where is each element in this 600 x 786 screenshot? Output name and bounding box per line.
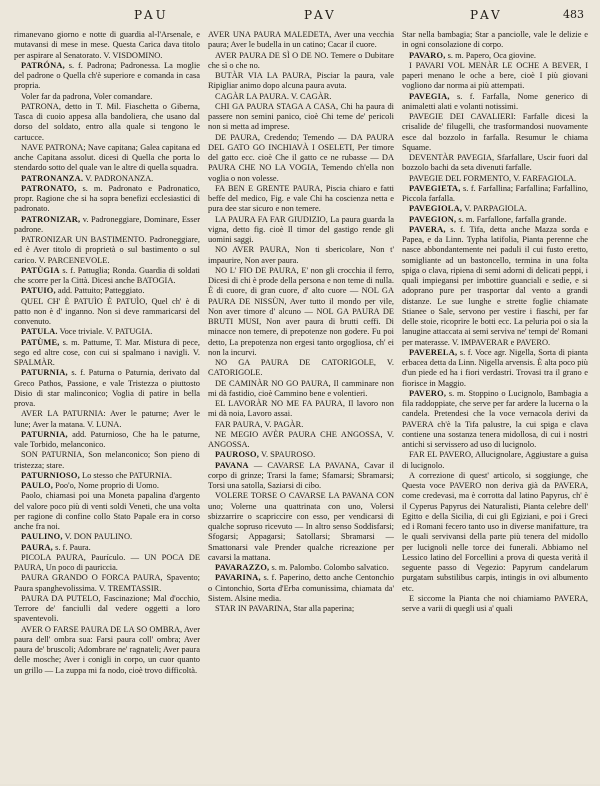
entry-text: NE MEGIO AVÈR PAURA CHE ANGOSSA, V. ANGOSSA. [208, 429, 394, 449]
dictionary-entry [14, 102, 200, 143]
page-number: 483 [563, 8, 584, 21]
dictionary-entry [402, 225, 588, 348]
entry-text: s. m. Palombo. Colombo salvatico. [269, 563, 389, 572]
dictionary-entry [208, 379, 394, 400]
dictionary-entry [14, 235, 200, 266]
entry-text: v. Padroneggiare, Dominare, Esser padrone. [14, 214, 200, 234]
entry-text: s. f. Paura. [52, 542, 91, 552]
entry-text: add. Pattuito; Patteggiato. [55, 286, 145, 296]
entry-text: DEVENTÀR PAVEGIA, Sfarfallare, Uscir fuori dal bozzolo bachi da seta divenuti farfalle. [402, 153, 588, 173]
entry-text: PAURA GRANDO O FORCA PAURA, Spavento; Paura spanghevolissima. V. TREMTASSIR. [14, 573, 200, 593]
dictionary-entry [402, 153, 588, 174]
dictionary-entry [402, 30, 588, 51]
entry-text: Poo'o, Nome proprio di Uomo. [52, 481, 159, 490]
entry-headword: PAVEGION, [409, 214, 457, 224]
dictionary-entry [208, 102, 394, 133]
entry-text: NO GA PAURA DE CATORIGOLE, V. CATORIGOLE. [208, 358, 394, 378]
dictionary-entry [14, 491, 200, 532]
entry-headword: PATRONATO, [21, 183, 77, 193]
entry-text: FAR PAURA, V. PAGÀR. [215, 419, 304, 429]
entry-text: s. f. Tifa, detta anche Mazza sorda e Papea, e da Linn. Typha latifolia, Pianta perenne che nasce abbondantemente nei paduli il cui fusto eretto, somigliante ad un bastoncello, termina in una folta spiga o clava, ripiena di semi adorni di delicati peppi, i quali impiegansi per imbottire guanciali e sedie, e si adoprano pure per trasportar dal vento a grandi distanze. Le sue lunghe e strette foglie chiamate Stianee o Sale, servono per vestire i fiaschi, per far delle stoie, ricoprire le botti ecc. La peluria poi o sia la lanugine attaccata ai semi serviva ne' tempi de' Romani per materasse. V. IMPAVERAR e PAVERO. [402, 224, 588, 347]
entry-text: FA BEN E GRENTE PAURA, Piscia chiaro e fatti beffe del medico, Fig. e vale Chi ha coscienza netta e pura dee star sicuro e non temere. [208, 183, 394, 214]
dictionary-entry [14, 625, 200, 676]
entry-text: s. m. Padronato e Padronatico, propr. Ragione che si ha sopra benefizi ecclesiastici di padronato. [14, 183, 200, 214]
entry-text: NO AVER PAURA, Non ti sbericolare, Non t' impaurire, Non aver paura. [208, 245, 394, 265]
entry-text: V. DON PAULINO. [62, 532, 133, 542]
dictionary-entry [14, 286, 200, 296]
dictionary-entry [402, 112, 588, 153]
entry-text: QUEL CH' È PATUÌO È PATUÌO, Quel ch' è di patto non è d' inganno. Non si deve rammaricarsi del convenuto. [14, 296, 200, 326]
dictionary-entry [208, 399, 394, 420]
entry-headword: PAVERELA, [409, 347, 458, 357]
entry-text: s. m. Stoppino o Lucignolo, Bambagia a fila raddoppiate, che serve per far ardere la lucerna o la candela. Pretendesi che la voce vernacola derivi da PAVERA ch'è la Tifa palustre, la cui spiga e clava contiene una sostanza tenera midollosa, di cui i nostri antichi si servissero ad uso di lucignolo. [402, 388, 588, 449]
entry-text: LA PAURA FA FAR GIUDIZIO, La paura guarda la vigna, detto fig. cioè Il timor del gastigo rende gli uomini saggi. [208, 214, 394, 244]
entry-text: V. PARPAGIOLA. [462, 204, 527, 214]
dictionary-entry [402, 184, 588, 205]
dictionary-entry [402, 174, 588, 184]
entry-headword: PAULINO, [21, 532, 63, 542]
entry-headword: PAVEGIOLA, [409, 204, 463, 214]
dictionary-entry [208, 573, 394, 604]
entry-text: Lo stesso che PATURNIA. [79, 470, 172, 480]
dictionary-entry [208, 604, 394, 614]
dictionary-entry [208, 133, 394, 184]
entry-headword: PATÙGIA [21, 265, 60, 275]
entry-text: s. f. Pattuglia; Ronda. Guardia di soldati che scorre per la Città. Dicesi anche BATOGIA. [14, 265, 200, 285]
dictionary-entry [14, 338, 200, 369]
column-3 [402, 30, 588, 786]
entry-text: s. f. Farfalla, Nome generico di animaletti alati e volanti notissimi. [402, 91, 588, 111]
dictionary-entry [14, 471, 200, 481]
dictionary-entry [14, 573, 200, 594]
dictionary-entry [14, 30, 200, 61]
dictionary-entry [14, 215, 200, 236]
entry-text: — CAVARSE LA PAVANA, Cavar il corpo di grinze; Trarsi la fame; Sfamarsi; Sbramarsi; Torsi una satolla, Saziarsi di cibo. [208, 460, 394, 490]
entry-headword: PAVANA [215, 460, 249, 470]
dictionary-entry [14, 450, 200, 471]
dictionary-entry [14, 532, 200, 542]
header-left-word: PAU [134, 8, 169, 22]
entry-headword: PAVARAZZO, [215, 563, 270, 572]
dictionary-entry [14, 297, 200, 328]
dictionary-entry [402, 51, 588, 61]
entry-text: Voler far da padrona, Voler comandare. [21, 91, 153, 101]
dictionary-entry [14, 266, 200, 287]
dictionary-entry [208, 266, 394, 358]
dictionary-entry [14, 61, 200, 92]
entry-text: rimanevano giorno e notte di guardia al-l'Arsenale, e mutavansi di mese in mese. Questa Carica dava titolo per aspirare al Senatorato. V. VISDOMINO. [14, 30, 200, 60]
entry-text: DE CAMINÀR NO GO PAURA, Il camminare non mi dà fastidio, cioè Cammino bene e volentieri. [208, 378, 394, 398]
entry-text: A correzione di quest' articolo, si soggiunge, che Questa voce PAVERO non deriva già da PAVERA, come credevasi, ma è corrotta dal latino Papyrus, ch' è il Cyperus Papyrus dei Naturalisti, Pianta celebre dell' Egitto e della Sicilia, di cui gli Egiziani, e poi i Greci ed i Romani fecero tanto uso in diverse manifatture, tra le quali servivansi della parte più tenera del midollo per lucignoli nelle torce dei funerali. Abbiamo nel Lessico latino del Forcellini a prova di questa verità il seguente passo di Vegezio: Papyrum candelarum purgatam substilibus carpis, intingis in ovi albumento etc. [402, 470, 588, 593]
entry-text: s. m. Papero, Oca giovine. [445, 50, 537, 60]
entry-text: CHI GA PAURA STAGA A CASA, Chi ha paura di passere non semini panico, cioè Chi teme de' pericoli non si metta ad imprese. [208, 101, 394, 132]
entry-text: V. SPAUROSO. [259, 450, 316, 460]
dictionary-entry [208, 563, 394, 573]
entry-text: I PAVARI VOL MENÀR LE OCHE A BEVER, I paperi menano le oche a bere, cioè I più giovani vogliono dar norma ai più attempati. [402, 60, 588, 91]
entry-text: E siccome la Pianta che noi chiamiamo PAVERA, serve a varii di quegli usi a' quali [402, 593, 588, 613]
entry-headword: PATURNIA, [21, 368, 68, 378]
dictionary-entry [14, 174, 200, 184]
entry-text: s. f. Voce agr. Nigella, Sorta di pianta erbacea detta da Linn. Nigella arvensis. È alta poco più d'un piede ed ha i fiori verdastri. Trovasi tra il grano e fiorisce in Maggio. [402, 347, 588, 388]
column-2 [208, 30, 394, 786]
entry-text: AVER PAURA DE SÌ O DE NO. Temere o Dubitare che sì o che no. [208, 50, 394, 70]
dictionary-entry [14, 184, 200, 215]
entry-text: Paolo, chiamasi poi una Moneta papalina d'argento del valore poco più di venti soldi Veneti, che una volta per ragione di confine collo Stato Papale era in corso anche fra noi. [14, 491, 200, 531]
entry-headword: PAVERO, [409, 388, 447, 398]
entry-text: FAR EL PAVERO, Allucignolare, Aggiustare a guisa di lucignolo. [402, 450, 588, 470]
entry-text: DE PAURA, Credendo; Temendo — DA PAURA DEL GATO GO INCHIAVÀ I OSELETI, Per timore del gatto ecc. cioè Che il gatto ce ne rubasse — DA PAURA CHE NO LA VOGIA, Temendo ch'ella non voglia o non volesse. [208, 132, 394, 183]
dictionary-entry [14, 430, 200, 451]
entry-headword: PAVARINA, [215, 573, 261, 583]
entry-headword: PAUROSO, [215, 450, 260, 460]
entry-text: s. m. Pattume, T. Mar. Mistura di pece, sego ed altre cose, con cui si spalmano i navigli. V. SPALMÀR. [14, 337, 200, 367]
dictionary-entry [14, 368, 200, 409]
dictionary-entry [208, 215, 394, 246]
entry-headword: PAVEGIA, [409, 91, 450, 101]
entry-headword: PAVARO, [409, 50, 446, 60]
entry-text: PATRONIZAR UN BASTIMENTO. Padroneggiare, ed è Aver titolo di proprietà o sul bastimento o sul carico. V. PARCENEVOLE. [14, 235, 200, 265]
entry-text: Star nella bambagia; Star a panciolle, vale le delizie e in ogni consolazione di corpo. [402, 30, 588, 50]
entry-headword: PATUIO, [21, 286, 56, 296]
entry-headword: PATRONIZAR, [21, 214, 81, 224]
entry-text: PAURA DA PUTELO, Fascinazione; Mal d'occhio, Terrore de' fanciulli dal vedere oggetti a loro spaventevoli. [14, 593, 200, 624]
dictionary-entry [208, 51, 394, 72]
dictionary-entry [402, 215, 588, 225]
entry-text: SON PATURNIA, Son melanconico; Son pieno di tristezza; stare. [14, 450, 200, 470]
entry-text: s. f. Paperino, detto anche Centonchio o Cintonchio, Sorta d'Erba comunissima, chiamata da' Sistem. Alsine media. [208, 573, 394, 603]
entry-text: s. f. Padrona; Padronessa. La moglie del padrone o Quella ch'è superiore e comanda in casa propria. [14, 60, 200, 91]
dictionary-entry [14, 327, 200, 337]
entry-text: Voce triviale. V. PATUGIA. [57, 327, 153, 337]
entry-text: PATRONA, detto in T. Mil. Fiaschetta o Giberna, Tasca di cuoio appesa alla bandoliera, che usano dal dorso del soldato, entro alla quale si tengono le cartucce. [14, 101, 200, 142]
dictionary-entry [14, 553, 200, 574]
entry-headword: PATURNIA, [21, 429, 68, 439]
dictionary-entry [14, 543, 200, 553]
dictionary-entry [402, 450, 588, 471]
header-right-word: PAV [470, 8, 503, 22]
entry-text: V. PADRONANZA. [83, 173, 154, 183]
dictionary-entry [402, 471, 588, 594]
running-header [14, 8, 588, 26]
dictionary-entry [402, 389, 588, 451]
entry-text: AVER UNA PAURA MALEDETA, Aver una vecchia paura; Aver le budella in un catino; Cacar il cuore. [208, 30, 394, 50]
dictionary-entry [402, 92, 588, 113]
entry-headword: PATRONANZA. [21, 173, 84, 183]
entry-headword: PAURA, [21, 542, 53, 552]
dictionary-entry [14, 143, 200, 174]
column-1 [14, 30, 200, 786]
text-columns [14, 30, 588, 786]
entry-text: EL LAVORÀR NO ME FA PAURA, Il lavoro non mi dà noia, Lavoro assai. [208, 399, 394, 419]
entry-headword: PAULO, [21, 481, 53, 490]
dictionary-entry [402, 348, 588, 389]
entry-text: CAGÀR LA PAURA. V. CAGÀR. [215, 91, 332, 101]
dictionary-entry [14, 92, 200, 102]
dictionary-entry [14, 409, 200, 430]
entry-text: AVER O FARSE PAURA DE LA SO OMBRA, Aver paura dell' ombra sua: Farsi paura coll' ombra; Aver paura de' bruscoli; Adombrare ne' ragnateli; Aver paura delle mosche; Aver i conigli in corpo, un cuor quanto un grillo — La zuppa mi fa nodo, cioè trovo difficoltà. [14, 624, 200, 675]
dictionary-entry [208, 30, 394, 51]
dictionary-entry [208, 450, 394, 460]
entry-text: s. f. Farfallina; Farfallina; Farfallino, Piccola farfalla. [402, 183, 588, 203]
dictionary-entry [208, 491, 394, 563]
dictionary-entry [208, 430, 394, 451]
entry-text: BUTÀR VIA LA PAURA, Pisciar la paura, vale Ripigliar animo dopo alcuna paura avuta. [208, 71, 394, 91]
entry-text: add. Paturnioso, Che ha le paturne, vale Torbido, melanconico. [14, 429, 200, 449]
dictionary-entry [402, 61, 588, 92]
entry-text: NO L' FIO DE PAURA, E' non gli crocchia il ferro, Dicesi di chi è prode della persona e non teme di nulla. È di cuore, di gran cuore, d' alto cuore — NOL GA PAURA DE NISSÙN, Aver tutto il mondo per vile, Non aver timore d' alcuno — NOL GA PAURA DE BRUTI MUSI, Non aver paura di brutti ceffi. Di minacce non temere, di prepotenze non godere. Fu poi detto, La prepotenza non ergesi tanto orgogliosa, ch' ei non la incurvi. [208, 265, 394, 357]
dictionary-entry [208, 245, 394, 266]
entry-text: AVER LA PATURNIA: Aver le paturne; Aver le lune; Aver la matana. V. LUNA. [14, 409, 200, 429]
dictionary-entry [402, 204, 588, 214]
dictionary-entry [208, 358, 394, 379]
entry-headword: PATÙME, [21, 337, 60, 347]
dictionary-entry [208, 461, 394, 492]
dictionary-entry [208, 420, 394, 430]
dictionary-entry [208, 92, 394, 102]
entry-text: s. f. Paturna o Paturnia, derivato dal Greco Pathos, Passione, e vale Tristezza o piuttosto Disio di star malinconico; Voglia di patire in bella prova. [14, 368, 200, 408]
entry-headword: PATULA. [21, 327, 58, 337]
entry-headword: PAVERA, [409, 224, 446, 234]
dictionary-entry [208, 184, 394, 215]
entry-text: PAVEGIE DEI CAVALIERI: Farfalle dicesi la crisalide de' filugelli, che trasformandosi nuovamente esce dal bozzolo in farfalla. Resumur le chiama Squame. [402, 112, 588, 152]
entry-text: PICOLA PAURA, Paurículo. — UN POCA DE PAURA, Un poco di pauriccia. [14, 552, 200, 572]
dictionary-entry [14, 594, 200, 625]
entry-headword: PATURNIOSO, [21, 470, 80, 480]
dictionary-entry [14, 481, 200, 491]
entry-text: NAVE PATRONA; Nave capitana; Galea capitana ed anche Capitana assolut. dicesi di Quella che porta lo stendardo sotto del quale van le altre di quella squadra. [14, 142, 200, 173]
entry-text: PAVEGIE DEL FORMENTO, V. FARFAGIOLA. [409, 173, 577, 183]
dictionary-entry [402, 594, 588, 615]
dictionary-entry [208, 71, 394, 92]
header-center-word: PAV [304, 8, 337, 22]
entry-headword: PAVEGIETA, [409, 183, 461, 193]
entry-text: STAR IN PAVARINA, Star alla paperina; [215, 604, 355, 613]
entry-text: VOLERE TORSE O CAVARSE LA PAVANA CON uno; Volerne una quattrinata con uno, Volersi sbizzarrire o scapriccire con esso, per vendicarsi di qualche sopruso ricevuto — In altro senso Soddisfarsi; Sfogarsi; Appagarsi; Satollarsi; Sbramarsi — Smattonarsi vale Prender qualche ricreazione per cavarsi la mattana. [208, 491, 394, 562]
entry-text: s. m. Farfallone, farfalla grande. [456, 214, 567, 224]
entry-headword: PATRÓNA, [21, 60, 65, 70]
